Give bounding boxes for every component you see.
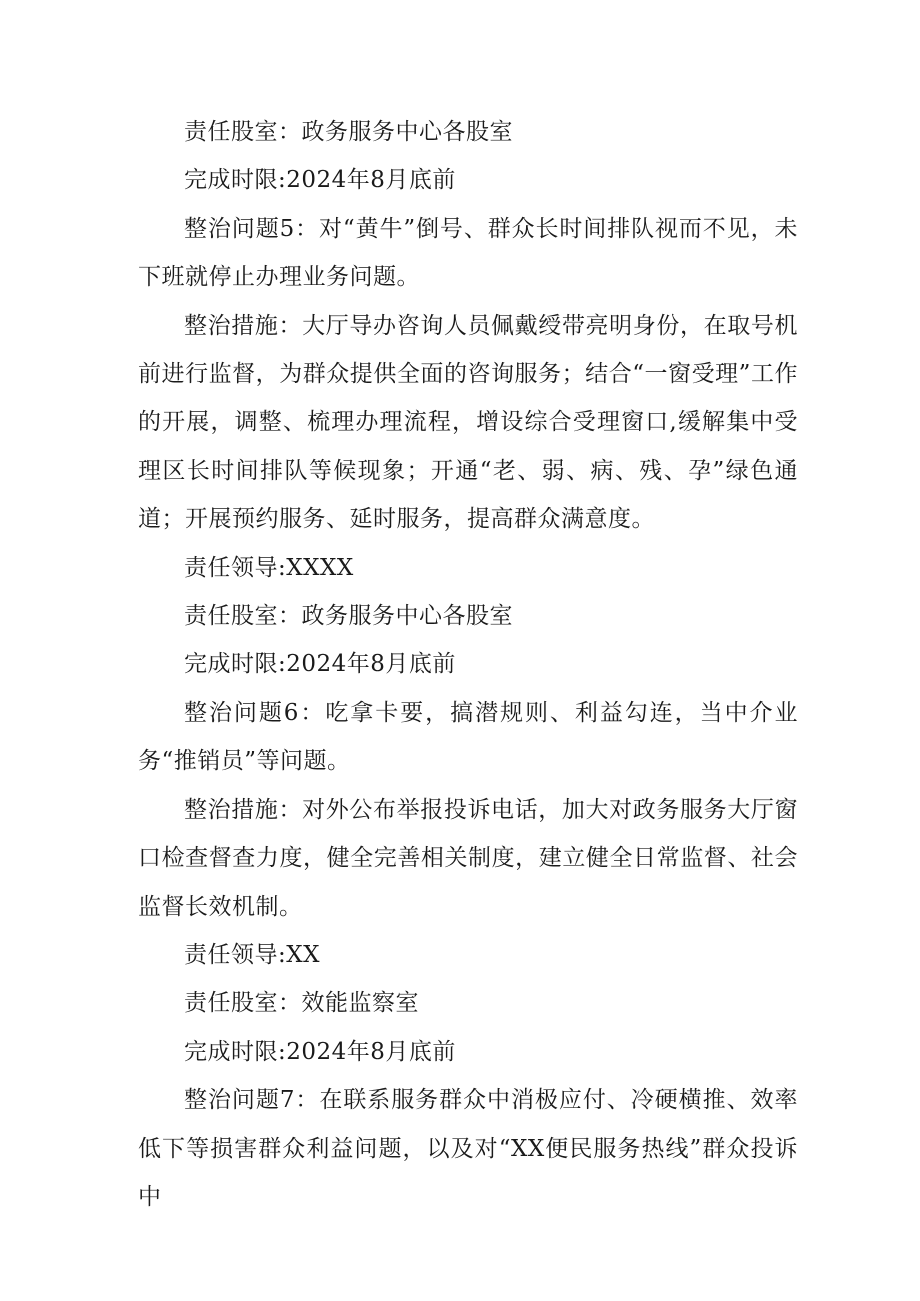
paragraph-issue-5: 整治问题5：对“黄牛”倒号、群众长时间排队视而不见，未下班就停止办理业务问题。 (138, 215, 798, 291)
paragraph-measures-6: 整治措施：对外公布举报投诉电话，加大对政务服务大厅窗口检查督查力度，健全完善相关制度，建立健全日常监督、社会监督长效机制。 (138, 796, 798, 920)
paragraph-deadline-5: 完成时限:2024年8月底前 (184, 651, 456, 678)
paragraph-issue-7: 整治问题7：在联系服务群众中消极应付、冷硬横推、效率低下等损害群众利益问题，以及对“XX便民服务热线”群众投诉中 (138, 1087, 798, 1210)
paragraph-measures-5: 整治措施：大厅导办咨询人员佩戴绶带亮明身份，在取号机前进行监督，为群众提供全面的咨询服务；结合“一窗受理”工作的开展，调整、梳理办理流程，增设综合受理窗口,缓解集中受理区长时间排队等候现象；开通“老、弱、病、残、孕”绿色通道；开展预约服务、延时服务，提高群众满意度。 (138, 312, 798, 533)
paragraph-deadline-1: 完成时限:2024年8月底前 (184, 167, 456, 194)
paragraph-responsible-office-1: 责任股室：政务服务中心各股室 (184, 119, 513, 145)
paragraph-responsible-office-5: 责任股室：政务服务中心各股室 (184, 603, 513, 630)
paragraph-deadline-6: 完成时限:2024年8月底前 (184, 1038, 456, 1065)
paragraph-responsible-leader-5: 责任领导:XXXX (184, 554, 354, 581)
paragraph-issue-6: 整治问题6：吃拿卡要，搞潜规则、利益勾连，当中介业务“推销员”等问题。 (138, 699, 798, 775)
document-body (138, 108, 798, 1221)
paragraph-responsible-office-6: 责任股室：效能监察室 (184, 990, 419, 1017)
paragraph-responsible-leader-6: 责任领导:XX (184, 941, 320, 968)
